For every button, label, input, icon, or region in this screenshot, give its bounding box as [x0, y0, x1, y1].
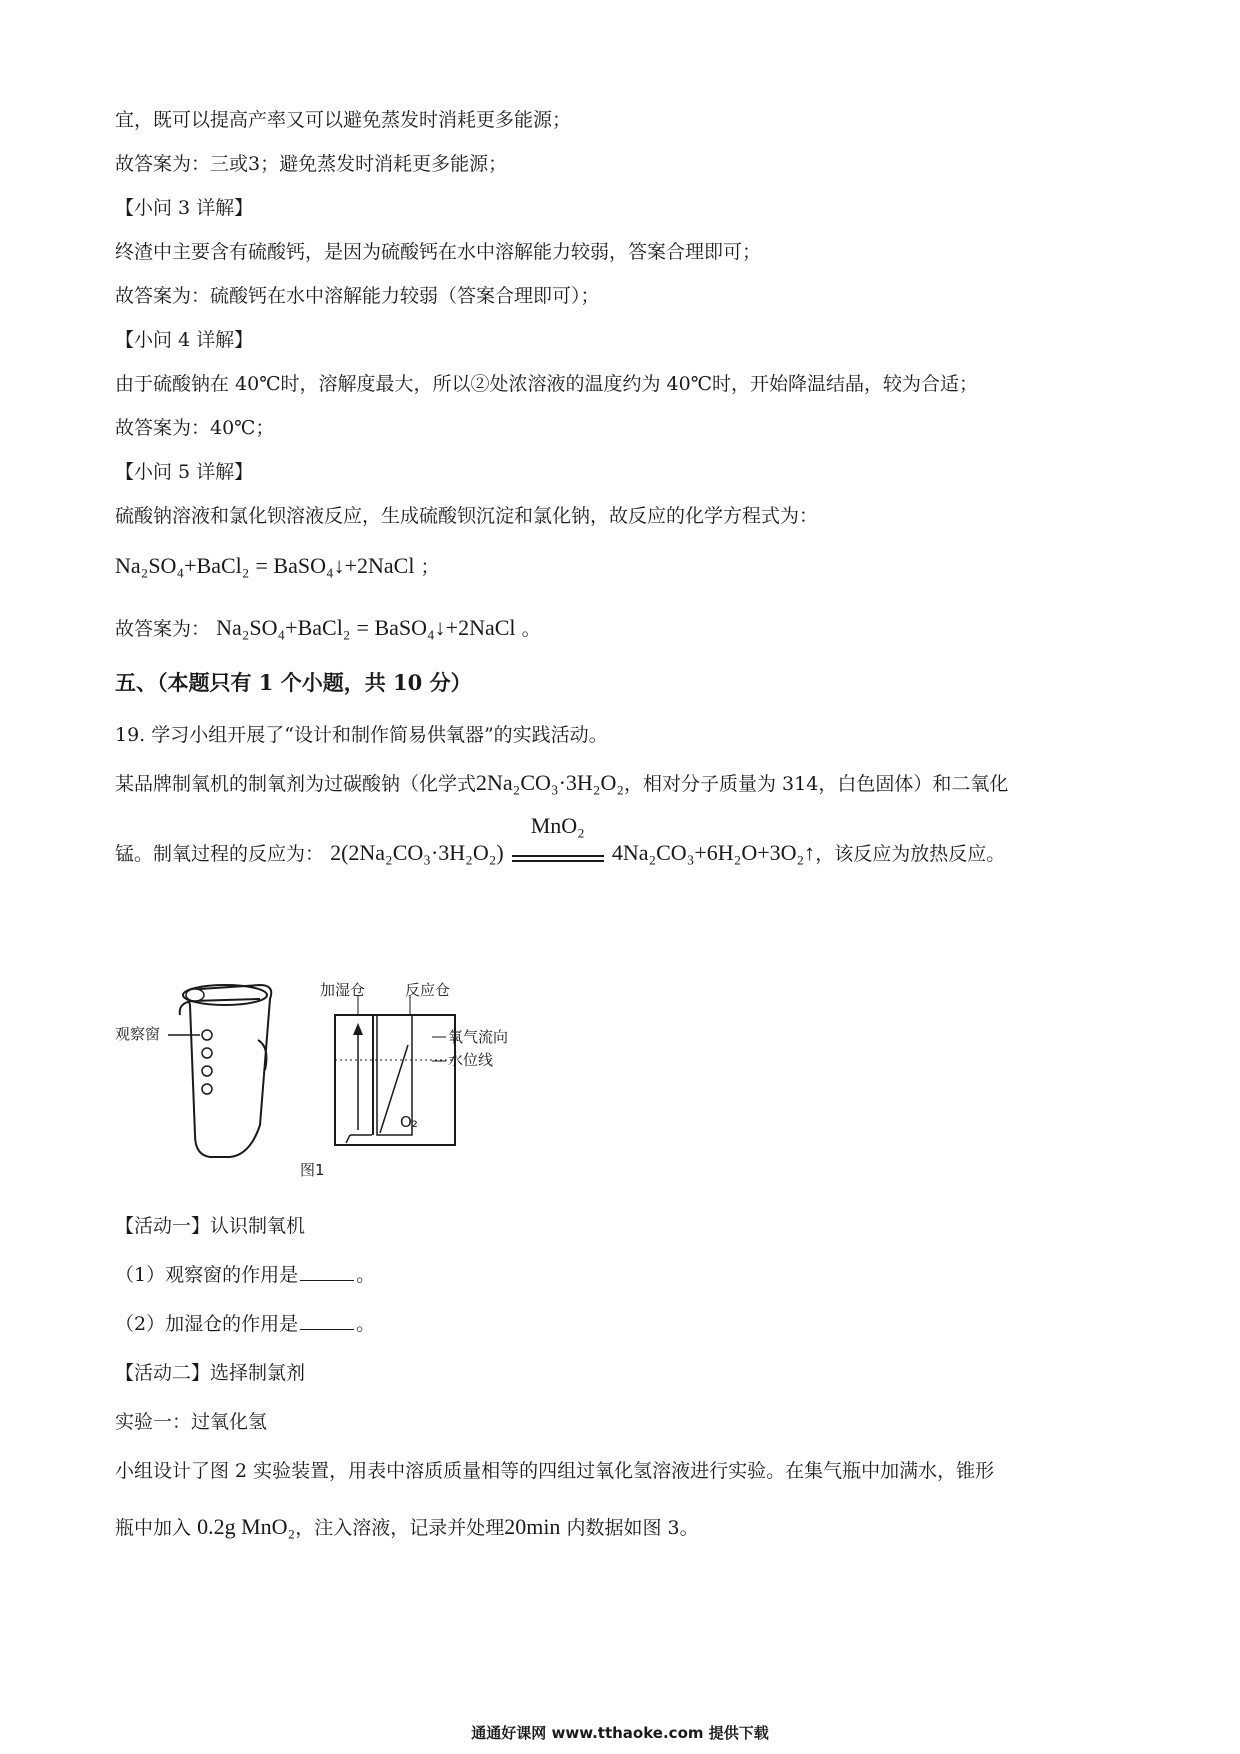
label-window: 观察窗 [115, 1025, 161, 1043]
question-text: （2）加湿仓的作用是 [115, 1313, 299, 1335]
window-circle [202, 1084, 212, 1094]
label-humid: 加湿仓 [320, 981, 366, 999]
text-segment: 内数据如图 3。 [566, 1517, 699, 1539]
text-line: 故答案为：40℃； [115, 417, 275, 439]
text-line: 由于硫酸钠在 40℃时，溶解度最大，所以②处浓溶液的温度约为 40℃时，开始降温结晶，较为合适； [115, 373, 978, 395]
experiment-heading: 实验一：过氧化氢 [115, 1411, 268, 1433]
question-text: （1）观察窗的作用是 [115, 1264, 299, 1286]
text-line [115, 1514, 699, 1541]
section-heading: 五、（本题只有 1 个小题，共 10 分） [115, 670, 472, 695]
question-item [115, 1262, 375, 1288]
punctuation: 。 [356, 1313, 376, 1335]
oxygen-machine-outline [189, 985, 272, 1157]
time-value: 20min [504, 1514, 561, 1539]
punctuation: ； [420, 556, 440, 578]
equation-products: BaSO₄↓+2NaCl [273, 553, 415, 578]
reaction-line [115, 813, 1006, 867]
reaction-lhs: 2(2Na₂CO₃·3H₂O₂) [330, 840, 504, 865]
window-circle [202, 1048, 212, 1058]
text-segment: ，该反应为放热反应。 [815, 843, 1006, 865]
page-footer: 通通好课网 www.tthaoke.com 提供下载 [471, 1724, 769, 1742]
figure-1 [110, 975, 570, 1195]
equation-reactants: Na₂SO₄+BaCl₂ [216, 615, 351, 640]
activity-heading: 【活动一】认识制氧机 [115, 1215, 306, 1237]
activity-heading: 【活动二】选择制氯剂 [115, 1362, 306, 1384]
text-segment: ，注入溶液，记录并处理 [295, 1517, 505, 1539]
label-reaction: 反应仓 [405, 981, 451, 999]
answer-blank[interactable] [300, 1311, 354, 1330]
chemical-formula: 2Na₂CO₃·3H₂O₂ [476, 770, 625, 795]
answer-blank[interactable] [300, 1262, 354, 1281]
equation-products: BaSO₄↓+2NaCl [374, 615, 516, 640]
catalyst-label: MnO₂ [530, 813, 585, 838]
text-segment: 瓶中加入 [115, 1517, 192, 1539]
window-circle [202, 1066, 212, 1076]
question-stem: 19. 学习小组开展了“设计和制作简易供氧器”的实践活动。 [115, 724, 608, 746]
reaction-rhs: 4Na₂CO₃+6H₂O+3O₂↑ [611, 840, 816, 865]
subquestion-heading: 【小问 3 详解】 [115, 197, 254, 219]
answer-prefix: 故答案为： [115, 618, 211, 640]
punctuation: 。 [356, 1264, 376, 1286]
text-line: 硫酸钠溶液和氯化钡溶液反应，生成硫酸钡沉淀和氯化钠，故反应的化学方程式为： [115, 505, 819, 527]
text-segment: 某品牌制氧机的制氧剂为过碳酸钠（化学式 [115, 773, 477, 795]
window-circle [202, 1030, 212, 1040]
text-line: 小组设计了图 2 实验装置，用表中溶质质量相等的四组过氧化氢溶液进行实验。在集气瓶中加满水，锥形 [115, 1460, 995, 1482]
text-line: 宜，既可以提高产率又可以避免蒸发时消耗更多能源； [115, 109, 572, 131]
label-flow: 氧气流向 [448, 1028, 509, 1046]
text-segment: ，相对分子质量为 314，白色固体）和二氧化 [624, 773, 1009, 795]
chemical-equation: Na₂SO₄+BaCl₂ = BaSO₄↓+2NaCl ； [115, 553, 440, 578]
text-line: 故答案为：三或3；避免蒸发时消耗更多能源； [115, 153, 508, 175]
equation-reactants: Na₂SO₄+BaCl₂ [115, 553, 250, 578]
text-line: 终渣中主要含有硫酸钙，是因为硫酸钙在水中溶解能力较弱，答案合理即可； [115, 241, 762, 263]
punctuation: 。 [521, 618, 541, 640]
figure-caption: 图1 [300, 1161, 325, 1179]
text-segment: 锰。制氧过程的反应为： [115, 843, 325, 865]
question-item [115, 1311, 375, 1337]
label-o2: O₂ [400, 1113, 418, 1131]
subquestion-heading: 【小问 4 详解】 [115, 329, 254, 351]
catalyst-arrow [512, 813, 604, 862]
text-line [115, 770, 1008, 797]
label-water: 水位线 [448, 1051, 494, 1069]
amount: 0.2g MnO₂ [197, 1514, 296, 1539]
subquestion-heading: 【小问 5 详解】 [115, 461, 254, 483]
tank-outline [335, 1015, 455, 1145]
answer-line: 故答案为： Na₂SO₄+BaCl₂ = BaSO₄↓+2NaCl 。 [115, 615, 541, 640]
text-line: 故答案为：硫酸钙在水中溶解能力较弱（答案合理即可）； [115, 285, 600, 307]
